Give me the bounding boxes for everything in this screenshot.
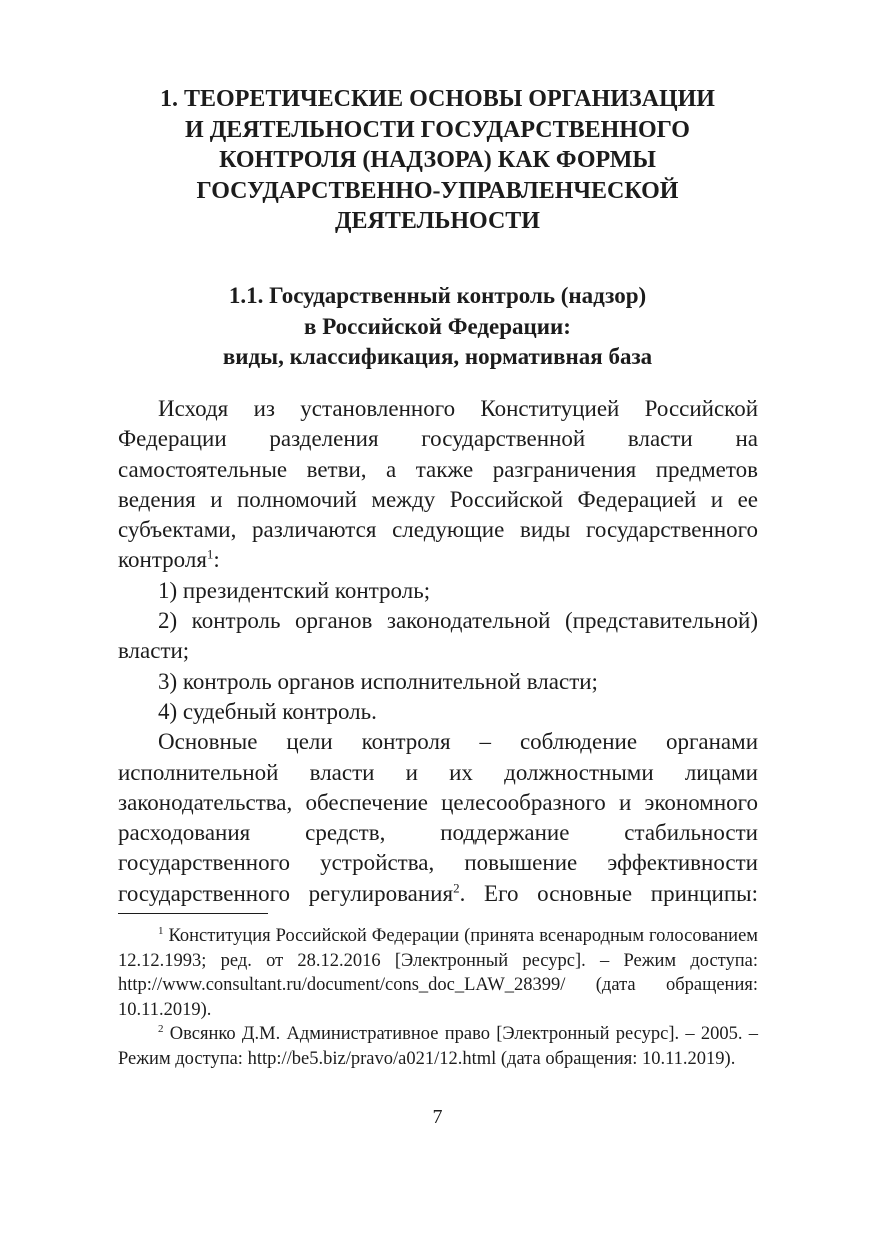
- chapter-title-line: И ДЕЯТЕЛЬНОСТИ ГОСУДАРСТВЕННОГО: [185, 116, 690, 143]
- body-paragraph: [118, 394, 758, 576]
- list-item: 2) контроль органов законодательной (представительной) власти;: [118, 608, 758, 664]
- footnote: [118, 924, 758, 1022]
- body-paragraph: [118, 727, 758, 909]
- section-title-line: 1.1. Государственный контроль (надзор): [228, 283, 647, 308]
- page-number: 7: [432, 1106, 443, 1128]
- footnote-marker: 2: [158, 1023, 164, 1036]
- chapter-title-line: КОНТРОЛЯ (НАДЗОРА) КАК ФОРМЫ: [219, 147, 656, 173]
- chapter-title-line: 1. ТЕОРЕТИЧЕСКИЕ ОСНОВЫ ОРГАНИЗАЦИИ: [160, 86, 715, 112]
- paragraph-text-end: :: [213, 547, 220, 573]
- chapter-title-line: ДЕЯТЕЛЬНОСТИ: [335, 208, 540, 234]
- footnotes: [118, 924, 758, 1072]
- paragraph-text: Исходя из установленного Конституцией Российской Федерации разделения государственной власти на самостоятельные ветви, а также разграничения предметов ведения и полномочий между Российской Федерацией и ее субъектами, различаются следующие виды государственного контроля: [118, 396, 758, 573]
- list-item: 3) контроль органов исполнительной власти;: [158, 668, 598, 694]
- footnote-separator: [118, 913, 268, 914]
- chapter-title-line: ГОСУДАРСТВЕННО-УПРАВЛЕНЧЕСКОЙ: [196, 177, 679, 204]
- list-item: 1) президентский контроль;: [158, 577, 431, 603]
- section-title: [100, 281, 775, 373]
- footnote-ref: 1: [206, 546, 214, 562]
- chapter-title: [100, 84, 775, 237]
- footnote-marker: 1: [158, 924, 164, 937]
- footnote-text: Конституция Российской Федерации (принята всенародным голосованием 12.12.1993; ред. от 28.12.2016 [Электронный ресурс]. – Режим доступа: http://www.consultant.ru/document/cons_doc_LAW_28399/ (дата обращения: 10.11.2019).: [118, 926, 758, 1020]
- body-text: [118, 394, 758, 909]
- section-title-line: в Российской Федерации:: [304, 313, 571, 339]
- section-title-line: виды, классификация, нормативная база: [222, 344, 653, 369]
- footnote: [118, 1022, 758, 1071]
- footnote-ref: 2: [453, 880, 460, 896]
- control-types-list: [118, 576, 758, 727]
- list-item: 4) судебный контроль.: [158, 698, 377, 724]
- paragraph-text-end: . Его основные принципы:: [459, 880, 758, 906]
- paragraph-text: Основные цели контроля – соблюдение органами исполнительной власти и их должностными лицами законодательства, обеспечение целесообразного и экономного расходования средств, поддержание стабильности государственного устройства, повышение эффективности государственного регулирования: [118, 729, 758, 906]
- footnote-text: Овсянко Д.М. Административное право [Электронный ресурс]. – 2005. – Режим доступа: http://be5.biz/pravo/a021/12.html (дата обращения: 10.11.2019).: [118, 1024, 759, 1069]
